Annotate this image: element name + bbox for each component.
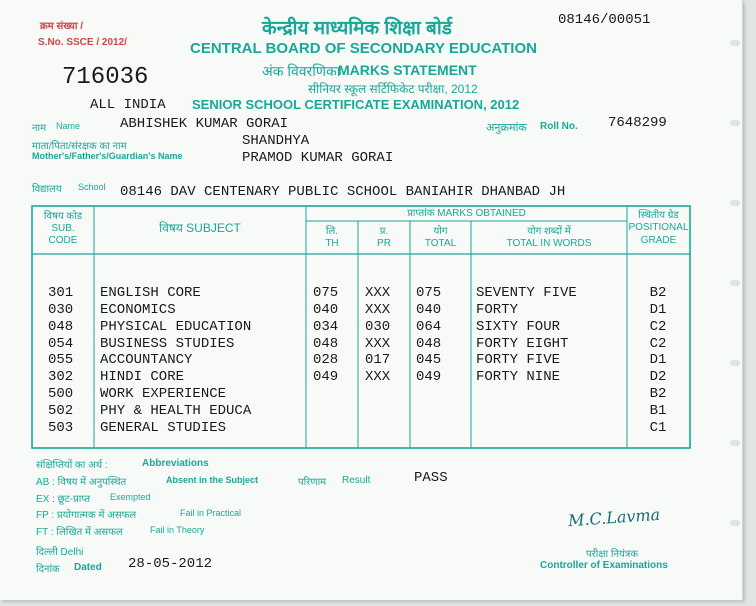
- controller-signature: M.C.Lavma: [567, 504, 661, 531]
- subject-name: PHY & HEALTH EDUCA: [100, 403, 252, 419]
- theory-marks: 075: [313, 285, 339, 301]
- total-marks: 045: [416, 352, 442, 368]
- guardian-label-hindi: माता/पिता/संरक्षक का नाम: [32, 141, 127, 152]
- positional-grade: B2: [649, 285, 667, 301]
- total-in-words: FORTY: [476, 302, 519, 318]
- header-total-hindi: योग: [433, 226, 448, 237]
- total-marks: 075: [416, 285, 442, 301]
- board-name: CENTRAL BOARD OF SECONDARY EDUCATION: [190, 40, 537, 57]
- abbreviations-title-hindi: संक्षिप्तियों का अर्थ :: [36, 460, 108, 471]
- abbr-fp: Fail in Practical: [180, 508, 242, 518]
- positional-grade: C2: [649, 336, 667, 352]
- abbr-fp-hindi: FP : प्रयोगात्मक में असफल: [36, 510, 137, 521]
- table-row: [0, 403, 742, 420]
- subject-code: 301: [48, 285, 74, 301]
- total-in-words: FORTY EIGHT: [476, 336, 569, 352]
- table-row: [0, 369, 742, 386]
- subject-code: 503: [48, 420, 74, 436]
- name-label: Name: [56, 121, 81, 131]
- total-in-words: FORTY NINE: [476, 369, 561, 385]
- header-practical-hindi: प्र.: [379, 226, 389, 237]
- subject-code: 500: [48, 386, 74, 402]
- table-row: [0, 319, 742, 336]
- subject-code: 030: [48, 302, 74, 318]
- header-marks-obtained: प्राप्तांक MARKS OBTAINED: [407, 208, 526, 219]
- roll-label: Roll No.: [540, 121, 578, 132]
- table-row: [0, 302, 742, 319]
- total-in-words: SIXTY FOUR: [476, 319, 561, 335]
- issue-date: 28-05-2012: [128, 556, 213, 572]
- exam-name-hindi: सीनियर स्कूल सर्टिफिकेट परीक्षा, 2012: [308, 82, 478, 96]
- candidate-name: ABHISHEK KUMAR GORAI: [120, 116, 289, 132]
- all-india: ALL INDIA: [90, 97, 166, 113]
- header-words-hindi: योग शब्दों में: [527, 226, 571, 237]
- abbr-ft: Fail in Theory: [150, 525, 205, 535]
- practical-marks: XXX: [365, 285, 391, 301]
- statement-title-hindi: अंक विवरणिका: [262, 63, 341, 79]
- header-subject: विषय SUBJECT: [159, 221, 241, 235]
- total-in-words: SEVENTY FIVE: [476, 285, 577, 301]
- table-row: [0, 352, 742, 369]
- positional-grade: D1: [649, 302, 667, 318]
- total-marks: 048: [416, 336, 442, 352]
- exam-name: SENIOR SCHOOL CERTIFICATE EXAMINATION, 2012: [192, 97, 520, 112]
- table-row: [0, 420, 742, 437]
- subject-name: ECONOMICS: [100, 302, 176, 318]
- subject-code: 054: [48, 336, 74, 352]
- roll-label-hindi: अनुक्रमांक: [486, 122, 527, 134]
- theory-marks: 049: [313, 369, 339, 385]
- header-grade-hindi: स्थितीय ग्रेड: [638, 210, 679, 221]
- table-row: [0, 336, 742, 353]
- practical-marks: XXX: [365, 369, 391, 385]
- result-label-hindi: परिणाम: [298, 477, 327, 488]
- guardian-label: Mother's/Father's/Guardian's Name: [32, 151, 183, 161]
- header-grade-1: POSITIONAL: [628, 222, 689, 233]
- subject-name: ENGLISH CORE: [100, 285, 201, 301]
- board-name-hindi: केन्द्रीय माध्यमिक शिक्षा बोर्ड: [262, 18, 452, 39]
- abbr-ft-hindi: FT : लिखित में असफल: [36, 527, 123, 538]
- theory-marks: 048: [313, 336, 339, 352]
- abbr-ab: Absent in the Subject: [166, 475, 259, 485]
- header-code-1: SUB.: [51, 223, 75, 234]
- total-marks: 064: [416, 319, 442, 335]
- subject-code: 055: [48, 352, 74, 368]
- reference-number: 08146/00051: [558, 12, 651, 28]
- result-label: Result: [342, 475, 371, 486]
- subject-name: PHYSICAL EDUCATION: [100, 319, 252, 335]
- mother-name: SHANDHYA: [242, 133, 310, 149]
- header-theory-hindi: लि.: [325, 226, 339, 237]
- practical-marks: XXX: [365, 302, 391, 318]
- header-words: TOTAL IN WORDS: [506, 238, 592, 249]
- abbreviations-title: Abbreviations: [142, 458, 209, 469]
- practical-marks: XXX: [365, 336, 391, 352]
- serial-label-hindi: क्रम संख्या /: [40, 21, 83, 32]
- practical-marks: 030: [365, 319, 391, 335]
- subject-code: 302: [48, 369, 74, 385]
- controller-title: Controller of Examinations: [540, 560, 668, 571]
- school-label: School: [78, 182, 106, 192]
- date-label: Dated: [74, 562, 102, 573]
- serial-label: S.No. SSCE / 2012/: [38, 37, 127, 48]
- positional-grade: C1: [649, 420, 667, 436]
- table-row: [0, 386, 742, 403]
- roll-number: 7648299: [608, 115, 667, 131]
- header-theory: TH: [325, 238, 339, 249]
- total-in-words: FORTY FIVE: [476, 352, 561, 368]
- abbr-ex: Exempted: [110, 492, 151, 502]
- subject-code: 048: [48, 319, 74, 335]
- subject-name: BUSINESS STUDIES: [100, 336, 235, 352]
- serial-number: 716036: [62, 64, 149, 91]
- subject-name: HINDI CORE: [100, 369, 185, 385]
- school-name: 08146 DAV CENTENARY PUBLIC SCHOOL BANIAHIR DHANBAD JH: [120, 184, 566, 200]
- result-value: PASS: [414, 470, 448, 486]
- positional-grade: B2: [649, 386, 667, 402]
- school-label-hindi: विद्यालय: [32, 184, 62, 195]
- theory-marks: 028: [313, 352, 339, 368]
- subject-code: 502: [48, 403, 74, 419]
- header-code-hindi: विषय कोड: [43, 211, 83, 222]
- statement-title: MARKS STATEMENT: [338, 62, 477, 78]
- positional-grade: D1: [649, 352, 667, 368]
- date-label-hindi: दिनांक: [36, 564, 60, 575]
- positional-grade: D2: [649, 369, 667, 385]
- subject-name: WORK EXPERIENCE: [100, 386, 227, 402]
- place: दिल्ली Delhi: [36, 547, 84, 558]
- header-grade-2: GRADE: [640, 235, 677, 246]
- subject-name: GENERAL STUDIES: [100, 420, 227, 436]
- subject-name: ACCOUNTANCY: [100, 352, 193, 368]
- total-marks: 049: [416, 369, 442, 385]
- positional-grade: B1: [649, 403, 667, 419]
- header-practical: PR: [377, 238, 391, 249]
- header-code-2: CODE: [48, 235, 78, 246]
- table-row: [0, 285, 742, 302]
- theory-marks: 034: [313, 319, 339, 335]
- controller-title-hindi: परीक्षा नियंत्रक: [586, 549, 639, 560]
- practical-marks: 017: [365, 352, 391, 368]
- theory-marks: 040: [313, 302, 339, 318]
- total-marks: 040: [416, 302, 442, 318]
- name-label-hindi: नाम: [32, 123, 47, 134]
- father-name: PRAMOD KUMAR GORAI: [242, 150, 394, 166]
- abbr-ex-hindi: EX : छूट-प्राप्त: [36, 494, 91, 505]
- header-total: TOTAL: [424, 238, 457, 249]
- positional-grade: C2: [649, 319, 667, 335]
- abbr-ab-hindi: AB : विषय में अनुपस्थित: [36, 477, 127, 488]
